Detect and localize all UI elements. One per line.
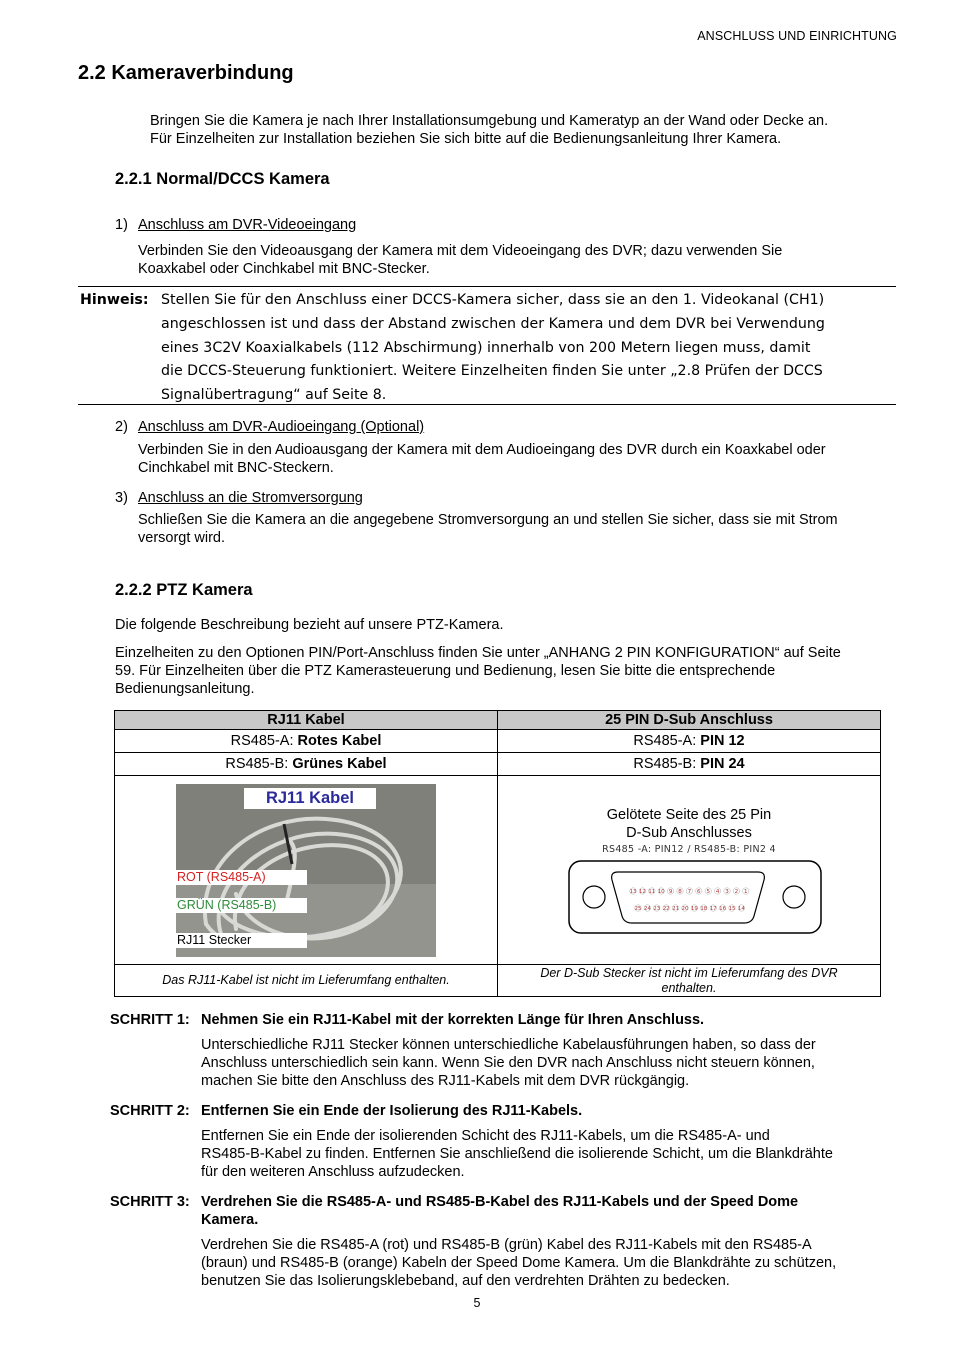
plug-label: RJ11 Stecker — [176, 933, 307, 948]
ptz-para-1: Die folgende Beschreibung bezieht auf unsere PTZ-Kamera. — [115, 617, 504, 633]
page-number: 5 — [473, 1296, 481, 1310]
pin-label: 13 — [629, 889, 637, 895]
pin-label: 21 — [672, 906, 680, 912]
subsection-title-normal: 2.2.1 Normal/DCCS Kamera — [115, 170, 330, 188]
item-title: Anschluss am DVR-Videoeingang — [138, 217, 357, 233]
pin-label: 9 — [668, 889, 673, 895]
pin-label: 25 — [634, 906, 642, 912]
column-header: RJ11 Kabel — [115, 711, 498, 730]
step-label: SCHRITT 2: — [110, 1103, 190, 1119]
pin-label: 23 — [653, 906, 661, 912]
item-body: Schließen Sie die Kamera an die angegebene Stromversorgung an und stellen Sie sicher, dass sie mit Strom versorgt wird. — [138, 512, 838, 546]
caption-right: Der D-Sub Stecker ist nicht im Lieferumfang des DVR enthalten. — [498, 965, 881, 997]
table-cell: RS485-B: Grünes Kabel — [115, 753, 498, 776]
connection-table — [114, 710, 881, 997]
table-cell: RS485-A: PIN 12 — [498, 730, 881, 753]
step-title: Nehmen Sie ein RJ11-Kabel mit der korrekten Länge für Ihren Anschluss. — [201, 1012, 705, 1028]
item-number: 1) — [115, 217, 128, 233]
step-body: Verdrehen Sie die RS485-A (rot) und RS485-B (grün) Kabel des RJ11-Kabels mit den RS485-A (braun) und RS485-B (orange) Kabeln der Speed Dome Kamera. Um die Blankdrähte zu schützen, benutzen Sie das Isolierungsklebeband, auf den verdrehten Drähten zu bedecken. — [201, 1237, 837, 1289]
pin-label: 17 — [709, 906, 717, 912]
running-header: ANSCHLUSS UND EINRICHTUNG — [697, 29, 897, 43]
pin-label: 2 — [734, 889, 739, 895]
step-title: Verdrehen Sie die RS485-A- und RS485-B-Kabel des RJ11-Kabels und der Speed Dome Kamera. — [201, 1194, 799, 1228]
pin-label: 12 — [638, 889, 646, 895]
dsub-pin-note: RS485 -A: PIN12 / RS485-B: PIN2 4 — [602, 844, 776, 855]
item-body: Verbinden Sie in den Audioausgang der Kamera mit dem Audioeingang des DVR durch ein Koaxkabel oder Cinchkabel mit BNC-Steckern. — [138, 442, 826, 476]
step-label: SCHRITT 3: — [110, 1194, 190, 1210]
pin-label: 14 — [737, 906, 745, 912]
table-cell: RS485-A: Rotes Kabel — [115, 730, 498, 753]
pin-label: 19 — [690, 906, 698, 912]
caption-left: Das RJ11-Kabel ist nicht im Lieferumfang enthalten. — [115, 965, 498, 997]
dsub-diagram-cell — [498, 776, 881, 965]
pin-label: 1 — [744, 889, 748, 895]
table-cell: RS485-B: PIN 24 — [498, 753, 881, 776]
section-intro: Bringen Sie die Kamera je nach Ihrer Installationsumgebung und Kameratyp an der Wand oder Decke an. Für Einzelheiten zur Installation beziehen Sie sich bitte auf die Bedienungsanleitung Ihrer Kamera. — [150, 113, 829, 147]
note-box — [78, 286, 896, 405]
pin-label: 24 — [643, 906, 651, 912]
pin-label: 18 — [700, 906, 708, 912]
pin-label: 11 — [648, 889, 656, 895]
step-body: Unterschiedliche RJ11 Stecker können unterschiedliche Kabelausführungen haben, so dass der Anschluss unterschiedlich sein kann. Wenn Sie den DVR nach Anschluss nicht steuern können, machen Sie bitte den Anschluss des RJ11-Kabels mit dem DVR rückgängig. — [201, 1037, 816, 1089]
dsub-shell — [612, 872, 765, 923]
column-header: 25 PIN D-Sub Anschluss — [498, 711, 881, 730]
item-body: Verbinden Sie den Videoausgang der Kamera mit dem Videoeingang des DVR; dazu verwenden Sie Koaxkabel oder Cinchkabel mit BNC-Stecker. — [138, 243, 783, 277]
item-title: Anschluss an die Stromversorgung — [138, 490, 363, 506]
section-title: 2.2 Kameraverbindung — [78, 62, 294, 84]
pin-label: 4 — [715, 889, 720, 895]
dsub-caption: Gelötete Seite des 25 Pin D-Sub Anschlusses — [606, 807, 772, 841]
subsection-title-ptz: 2.2.2 PTZ Kamera — [115, 581, 253, 599]
step-body: Entfernen Sie ein Ende der isolierenden Schicht des RJ11-Kabels, um die RS485-A- und RS485-B-Kabel zu finden. Entfernen Sie anschließend die isolierende Schicht, um die Blankdrähte für den weiteren Anschluss aufzudecken. — [201, 1128, 833, 1180]
step-label: SCHRITT 1: — [110, 1012, 190, 1028]
item-number: 2) — [115, 419, 128, 435]
pin-label: 5 — [706, 889, 710, 895]
pin-label: 16 — [719, 906, 727, 912]
pin-label: 3 — [725, 889, 729, 895]
photo-title: RJ11 Kabel — [244, 788, 376, 809]
ptz-para-2: Einzelheiten zu den Optionen PIN/Port-Anschluss finden Sie unter „ANHANG 2 PIN KONFIGURATION“ auf Seite 59. Für Einzelheiten über die PTZ Kamerasteuerung und Bedienung, lesen Sie bitte die entsprechende Bedienungsanleitung. — [115, 645, 841, 697]
red-wire-label: ROT (RS485-A) — [176, 870, 307, 885]
pin-label: 22 — [662, 906, 670, 912]
step-title: Entfernen Sie ein Ende der Isolierung des RJ11-Kabels. — [201, 1103, 583, 1119]
pin-label: 6 — [697, 889, 701, 895]
pin-label: 20 — [681, 906, 689, 912]
pin-label: 7 — [687, 889, 692, 895]
pin-label: 10 — [657, 889, 665, 895]
item-title: Anschluss am DVR-Audioeingang (Optional) — [138, 419, 425, 435]
rj11-photo-cell — [115, 776, 498, 965]
rj11-cable-photo — [176, 784, 436, 957]
pin-label: 15 — [728, 906, 736, 912]
mount-hole-left — [583, 886, 605, 908]
dsub-connector — [568, 860, 824, 935]
note-text: Stellen Sie für den Anschluss einer DCCS-Kamera sicher, dass sie an den 1. Videokanal (CH1) angeschlossen ist und dass der Abstand zwischen der Kamera und dem DVR bei Verwendung eines 3C2V Koaxialkabels (112 Abschirmung) innerhalb von 200 Metern liegen muss, damit die DCCS-Steuerung funktioniert. Weitere Einzelheiten finden Sie unter „2.8 Prüfen der DCCS Signalübertragung“ auf Seite 8. — [161, 292, 825, 404]
green-wire-label: GRÜN (RS485-B) — [176, 898, 307, 913]
mount-hole-right — [783, 886, 805, 908]
item-number: 3) — [115, 490, 128, 506]
note-label: Hinweis: — [80, 292, 149, 308]
pin-label: 8 — [678, 889, 682, 895]
